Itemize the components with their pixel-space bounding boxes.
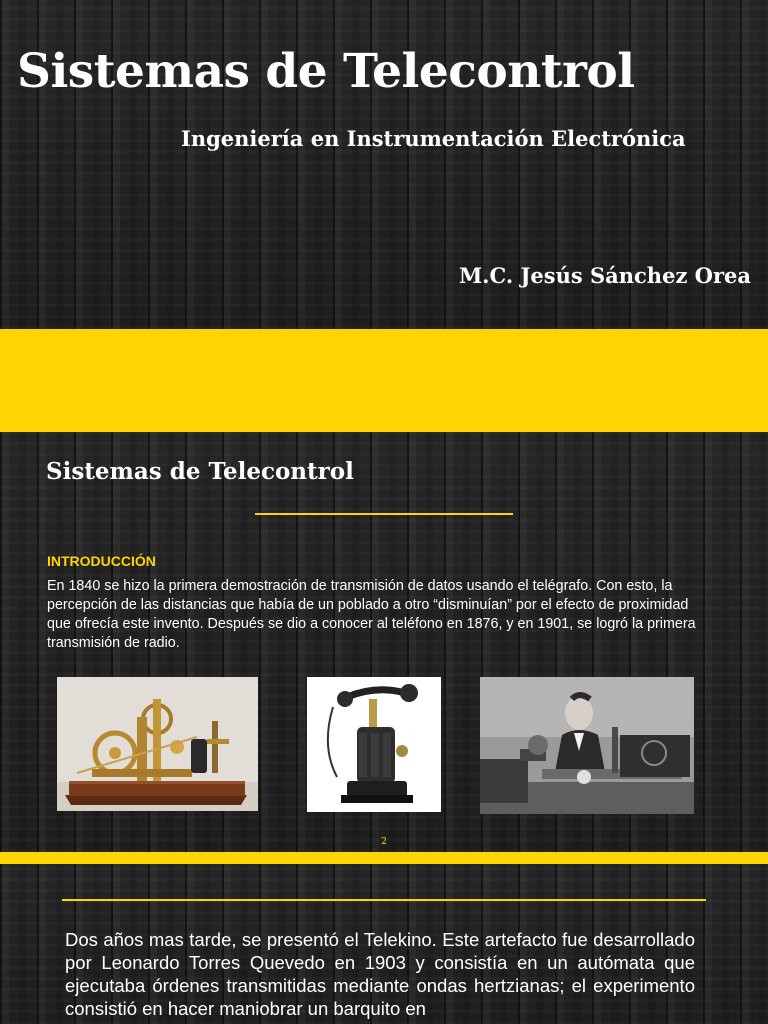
slide-subtitle: Ingeniería en Instrumentación Electrónica	[181, 126, 686, 151]
section-heading: INTRODUCCIÓN	[47, 553, 156, 569]
page-number: 2	[381, 837, 387, 847]
author-name: M.C. Jesús Sánchez Orea	[458, 263, 751, 288]
telegraph-photo	[57, 677, 258, 811]
title-underline	[255, 513, 513, 515]
telekino-paragraph: Dos años mas tarde, se presentó el Telekino. Este artefacto fue desarrollado por Leonardo Torres Quevedo en 1903 y consistía en un autómata que ejecutaba órdenes transmitidas mediante ondas hertzianas; el experimento consistió en hacer maniobrar un barquito en	[65, 929, 695, 1019]
intro-paragraph: En 1840 se hizo la primera demostración de transmisión de datos usando el telégrafo. Con esto, la percepción de las distancias que había de un poblado a otro “disminuían” por el efecto de proximidad que ofrecía este invento. Después se dio a conocer al teléfono en 1876, y en 1901, se logró la primera transmisión de radio.	[47, 578, 696, 651]
telephone-photo	[307, 677, 441, 812]
yellow-divider-band	[0, 852, 768, 864]
marconi-radio-photo	[480, 677, 694, 814]
yellow-divider-band	[0, 329, 768, 432]
section-title: Sistemas de Telecontrol	[46, 458, 354, 485]
slide-title: Sistemas de Telecontrol	[17, 44, 635, 99]
top-rule	[62, 899, 706, 901]
